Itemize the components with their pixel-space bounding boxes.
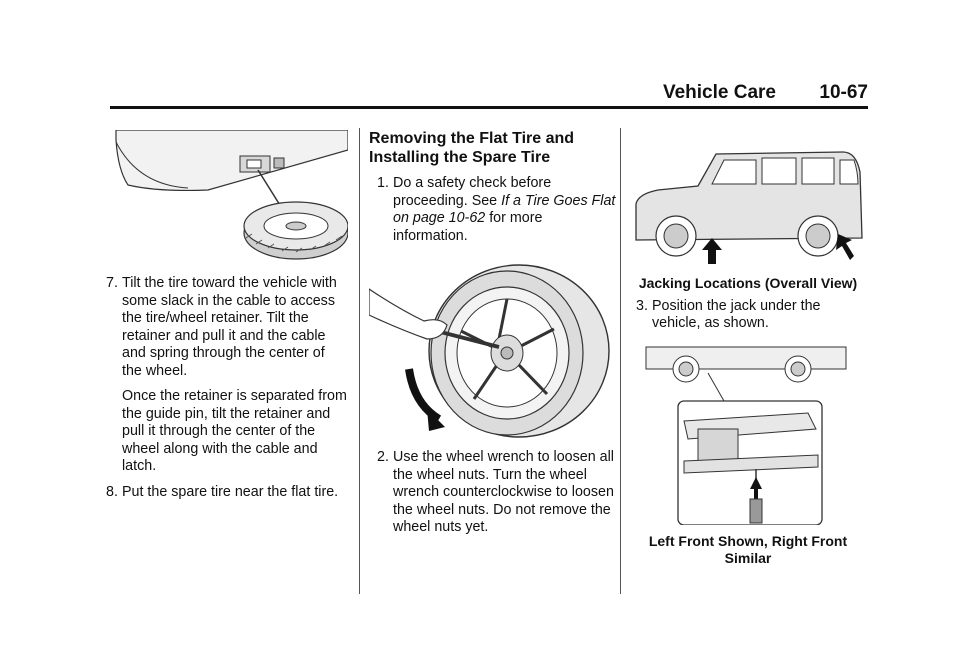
step-3 [628, 298, 868, 333]
column-3 [628, 130, 868, 568]
step-7 [98, 275, 348, 380]
step-1-post: for more information. [393, 210, 543, 244]
tire-retainer-figure [98, 130, 348, 265]
column-divider-1 [359, 128, 360, 594]
column-1 [98, 130, 348, 501]
column-divider-2 [620, 128, 621, 594]
step-1-text [393, 175, 617, 245]
step-7-text: Tilt the tire toward the vehicle with some slack in the cable to access the tire/wheel retainer. Tilt the retainer and pull it and the cable and spring through the center of the wheel. [122, 275, 337, 379]
step-1-number: 1. [377, 175, 389, 191]
step-2 [369, 449, 617, 537]
wheel-wrench-figure [369, 259, 617, 439]
page-header [110, 82, 868, 109]
section-heading: Removing the Flat Tire and Installing the Spare Tire [369, 130, 575, 166]
step-2-text: Use the wheel wrench to loosen all the wheel nuts. Turn the wheel wrench counterclockwise to loosen the wheel nuts. Do not remove the wheel nuts yet. [393, 449, 614, 535]
step-8-text: Put the spare tire near the flat tire. [122, 483, 339, 500]
page-number: 10-67 [819, 82, 868, 103]
step-8 [98, 484, 348, 502]
figure-caption-left-front: Left Front Shown, Right Front Similar [648, 532, 848, 566]
step-2-number: 2. [377, 449, 389, 465]
step-7-number: 7. [106, 275, 118, 291]
column-2 [369, 130, 617, 537]
step-1 [369, 175, 617, 245]
left-front-jack-figure [628, 339, 868, 525]
step-7-continued: Once the retainer is separated from the guide pin, tilt the retainer and pull it through the center of the wheel along with the cable and latch. [122, 388, 347, 474]
step-3-number: 3. [636, 297, 648, 314]
figure-caption-jacking: Jacking Locations (Overall View) [638, 275, 858, 291]
cross-reference-link[interactable]: If a Tire Goes Flat on page 10-62 [393, 192, 616, 226]
jacking-locations-figure [628, 142, 868, 267]
step-1-pre: Do a safety check before proceeding. See [393, 175, 552, 209]
section-title: Vehicle Care [662, 82, 776, 103]
step-8-number: 8. [106, 483, 118, 500]
step-3-text: Position the jack under the vehicle, as shown. [652, 297, 821, 331]
